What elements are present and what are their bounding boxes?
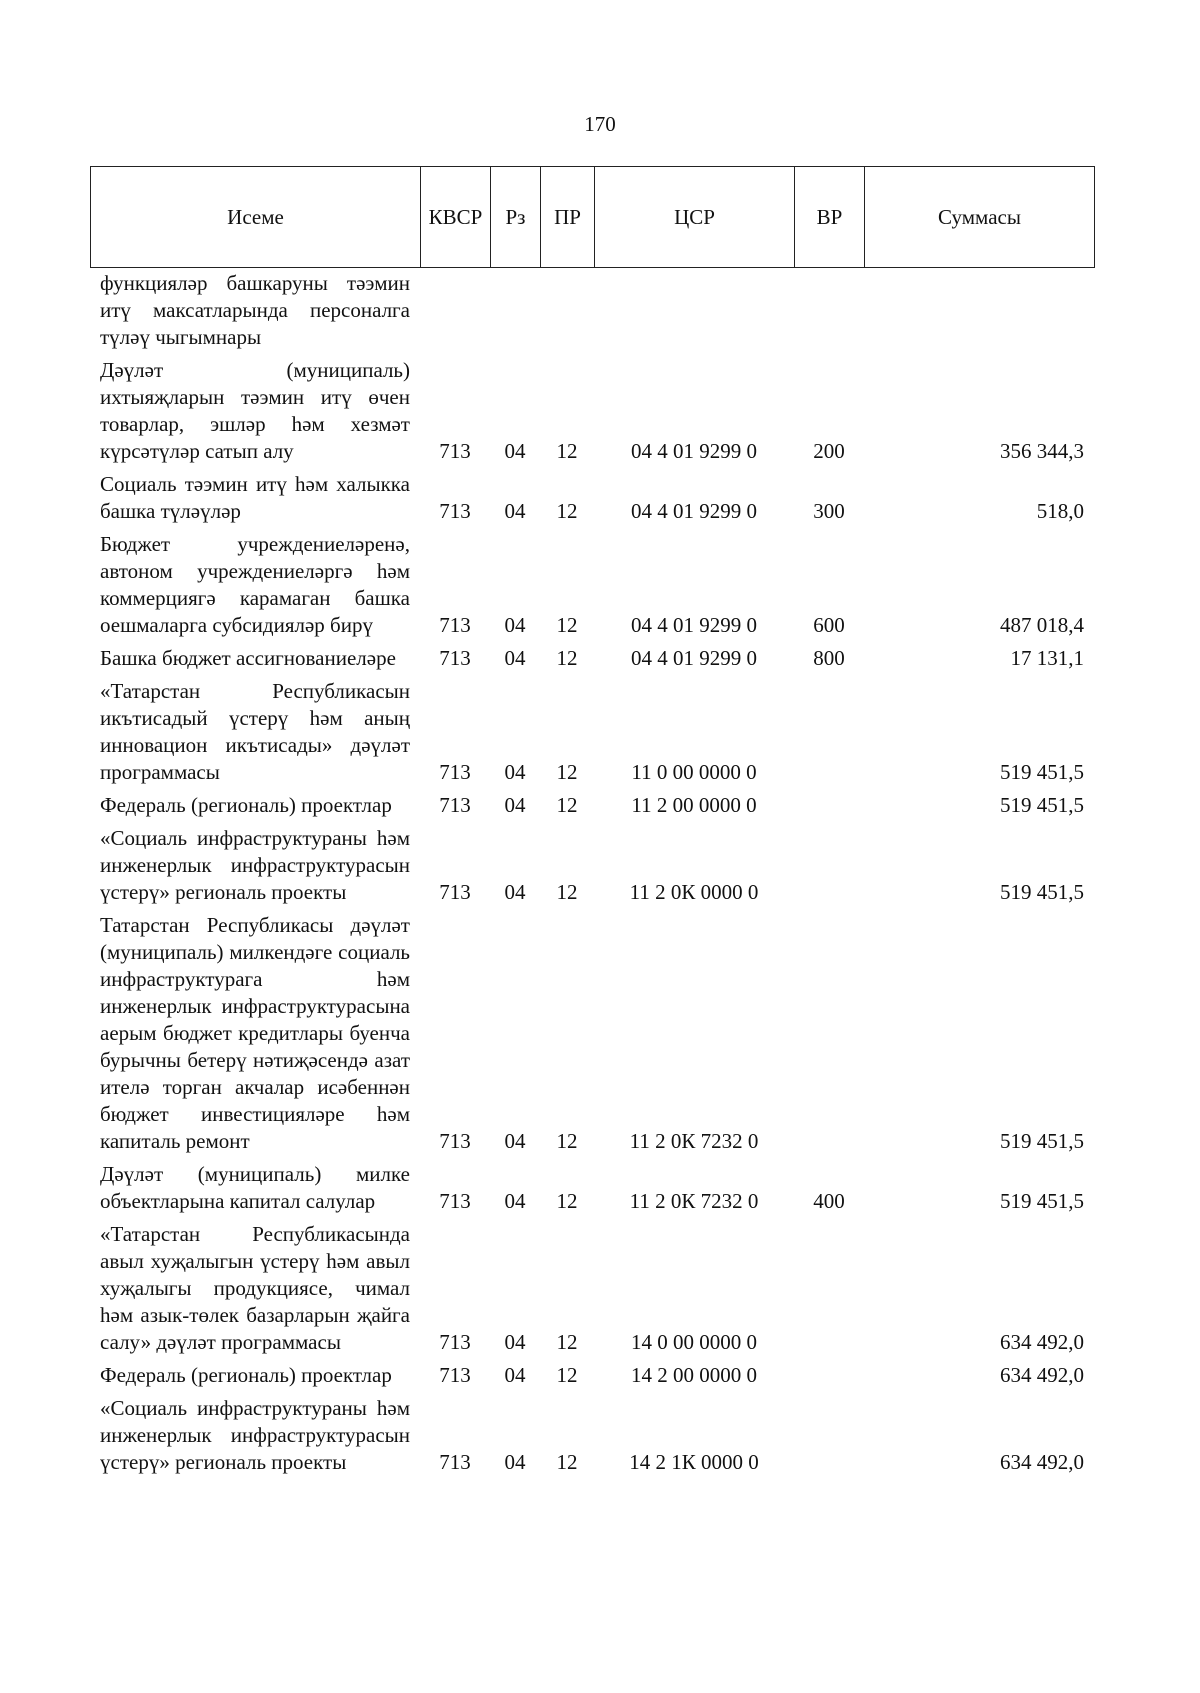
table-row (90, 531, 1094, 645)
row-vr: 300 (813, 499, 845, 523)
table-row (90, 357, 1094, 471)
row-csr: 04 4 01 9299 0 (631, 646, 757, 670)
row-csr: 11 0 00 0000 0 (631, 760, 757, 784)
row-pr: 12 (556, 793, 578, 817)
row-pr: 12 (556, 760, 578, 784)
row-pr: 12 (556, 1450, 578, 1474)
row-sum: 634 492,0 (1000, 1450, 1084, 1474)
row-rz: 04 (504, 1330, 526, 1354)
table-body (90, 270, 1094, 1482)
row-vr (794, 825, 864, 912)
row-rz (490, 270, 540, 357)
row-kvsr: 713 (439, 1189, 471, 1213)
row-kvsr: 713 (439, 499, 471, 523)
column-header-rz: Рз (491, 167, 541, 268)
row-rz: 04 (504, 760, 526, 784)
row-rz: 04 (504, 646, 526, 670)
row-vr (794, 1362, 864, 1395)
row-kvsr: 713 (439, 613, 471, 637)
table-row (90, 645, 1094, 678)
table-row (90, 270, 1094, 357)
row-csr: 14 0 00 0000 0 (631, 1330, 757, 1354)
row-vr: 600 (813, 613, 845, 637)
row-name: Федераль (региональ) проектлар (100, 1363, 392, 1387)
row-vr (794, 678, 864, 792)
row-name: Дәүләт (муниципаль) ихтыяҗларын тәэмин итү өчен товарлар, эшләр һәм хезмәт күрсәтүләр сатып алу (100, 358, 410, 463)
table-row (90, 1395, 1094, 1482)
row-rz: 04 (504, 1450, 526, 1474)
budget-table (90, 270, 1094, 1482)
row-rz: 04 (504, 1363, 526, 1387)
row-rz: 04 (504, 880, 526, 904)
table-row (90, 1161, 1094, 1221)
row-sum: 519 451,5 (1000, 1189, 1084, 1213)
row-kvsr: 713 (439, 1450, 471, 1474)
row-rz: 04 (504, 499, 526, 523)
row-csr: 11 2 0К 0000 0 (629, 880, 759, 904)
table-row (90, 678, 1094, 792)
column-header-kvsr: КВСР (421, 167, 491, 268)
row-rz: 04 (504, 439, 526, 463)
table-row (90, 471, 1094, 531)
row-kvsr: 713 (439, 439, 471, 463)
row-name: Федераль (региональ) проектлар (100, 793, 392, 817)
row-pr: 12 (556, 1330, 578, 1354)
row-sum: 519 451,5 (1000, 793, 1084, 817)
row-sum: 519 451,5 (1000, 880, 1084, 904)
row-pr: 12 (556, 439, 578, 463)
column-header-pr: ПР (541, 167, 595, 268)
row-kvsr: 713 (439, 1330, 471, 1354)
row-csr: 14 2 1К 0000 0 (629, 1450, 759, 1474)
table-row (90, 825, 1094, 912)
row-pr: 12 (556, 499, 578, 523)
row-name: Татарстан Республикасы дәүләт (муниципаль) милкендәге социаль инфраструктурага һәм инженерлык инфраструктурасына аерым бюджет кредитлары буенча бурычны бетерү нәтиҗәсендә азат ителә торган акчалар исәбеннән бюджет инвестицияләре һәм капиталь ремонт (100, 913, 410, 1153)
row-kvsr: 713 (439, 793, 471, 817)
row-sum: 17 131,1 (1010, 646, 1084, 670)
table-row (90, 912, 1094, 1161)
row-vr (794, 792, 864, 825)
row-pr: 12 (556, 646, 578, 670)
row-pr: 12 (556, 880, 578, 904)
row-kvsr (420, 270, 490, 357)
row-pr: 12 (556, 1363, 578, 1387)
row-sum: 519 451,5 (1000, 1129, 1084, 1153)
table-header (90, 166, 1095, 268)
table-row (90, 1362, 1094, 1395)
row-sum: 519 451,5 (1000, 760, 1084, 784)
row-pr: 12 (556, 1189, 578, 1213)
row-rz: 04 (504, 1189, 526, 1213)
row-csr: 11 2 00 0000 0 (631, 793, 757, 817)
row-kvsr: 713 (439, 1129, 471, 1153)
row-sum: 487 018,4 (1000, 613, 1084, 637)
table-row (90, 792, 1094, 825)
row-name: «Татарстан Республикасын икътисадый үстерү һәм аның инновацион икътисады» дәүләт программасы (100, 679, 410, 784)
column-header-vr: ВР (795, 167, 865, 268)
row-vr: 400 (813, 1189, 845, 1213)
row-csr: 04 4 01 9299 0 (631, 439, 757, 463)
row-vr (794, 1221, 864, 1362)
row-rz: 04 (504, 613, 526, 637)
row-sum (864, 270, 1094, 357)
row-sum: 634 492,0 (1000, 1330, 1084, 1354)
row-vr (794, 1395, 864, 1482)
row-csr: 11 2 0К 7232 0 (629, 1129, 759, 1153)
row-name: Социаль тәэмин итү һәм халыкка башка түләүләр (100, 472, 410, 523)
row-name: «Социаль инфраструктураны һәм инженерлык инфраструктурасын үстерү» региональ проекты (100, 826, 410, 904)
row-sum: 518,0 (1036, 499, 1084, 523)
row-vr (794, 270, 864, 357)
row-pr: 12 (556, 613, 578, 637)
row-kvsr: 713 (439, 1363, 471, 1387)
row-vr (794, 912, 864, 1161)
row-kvsr: 713 (439, 646, 471, 670)
row-name: Башка бюджет ассигнованиеләре (100, 646, 396, 670)
row-csr: 04 4 01 9299 0 (631, 613, 757, 637)
row-csr (594, 270, 794, 357)
row-sum: 356 344,3 (1000, 439, 1084, 463)
row-csr: 04 4 01 9299 0 (631, 499, 757, 523)
row-vr: 800 (813, 646, 845, 670)
row-kvsr: 713 (439, 880, 471, 904)
row-name: Бюджет учреждениеләренә, автоном учреждениеләргә һәм коммерциягә карамаган башка оешмаларга субсидияләр бирү (100, 532, 410, 637)
row-rz: 04 (504, 1129, 526, 1153)
row-csr: 11 2 0К 7232 0 (629, 1189, 759, 1213)
row-name: «Социаль инфраструктураны һәм инженерлык инфраструктурасын үстерү» региональ проекты (100, 1396, 410, 1474)
row-pr: 12 (556, 1129, 578, 1153)
row-name: Дәүләт (муниципаль) милке объектларына капитал салулар (100, 1162, 410, 1213)
row-name: функцияләр башкаруны тәэмин итү максатларында персоналга түләү чыгымнары (100, 271, 410, 349)
row-csr: 14 2 00 0000 0 (631, 1363, 757, 1387)
row-vr: 200 (813, 439, 845, 463)
column-header-csr: ЦСР (595, 167, 795, 268)
row-sum: 634 492,0 (1000, 1363, 1084, 1387)
row-name: «Татарстан Республикасында авыл хуҗалыгын үстерү һәм авыл хуҗалыгы продукциясе, чимал һәм азык-төлек базарларын җайга салу» дәүләт программасы (100, 1222, 410, 1354)
column-header-name: Исеме (91, 167, 421, 268)
column-header-sum: Суммасы (865, 167, 1095, 268)
row-rz: 04 (504, 793, 526, 817)
page-number: 170 (584, 112, 616, 136)
row-pr (540, 270, 594, 357)
row-kvsr: 713 (439, 760, 471, 784)
table-row (90, 1221, 1094, 1362)
